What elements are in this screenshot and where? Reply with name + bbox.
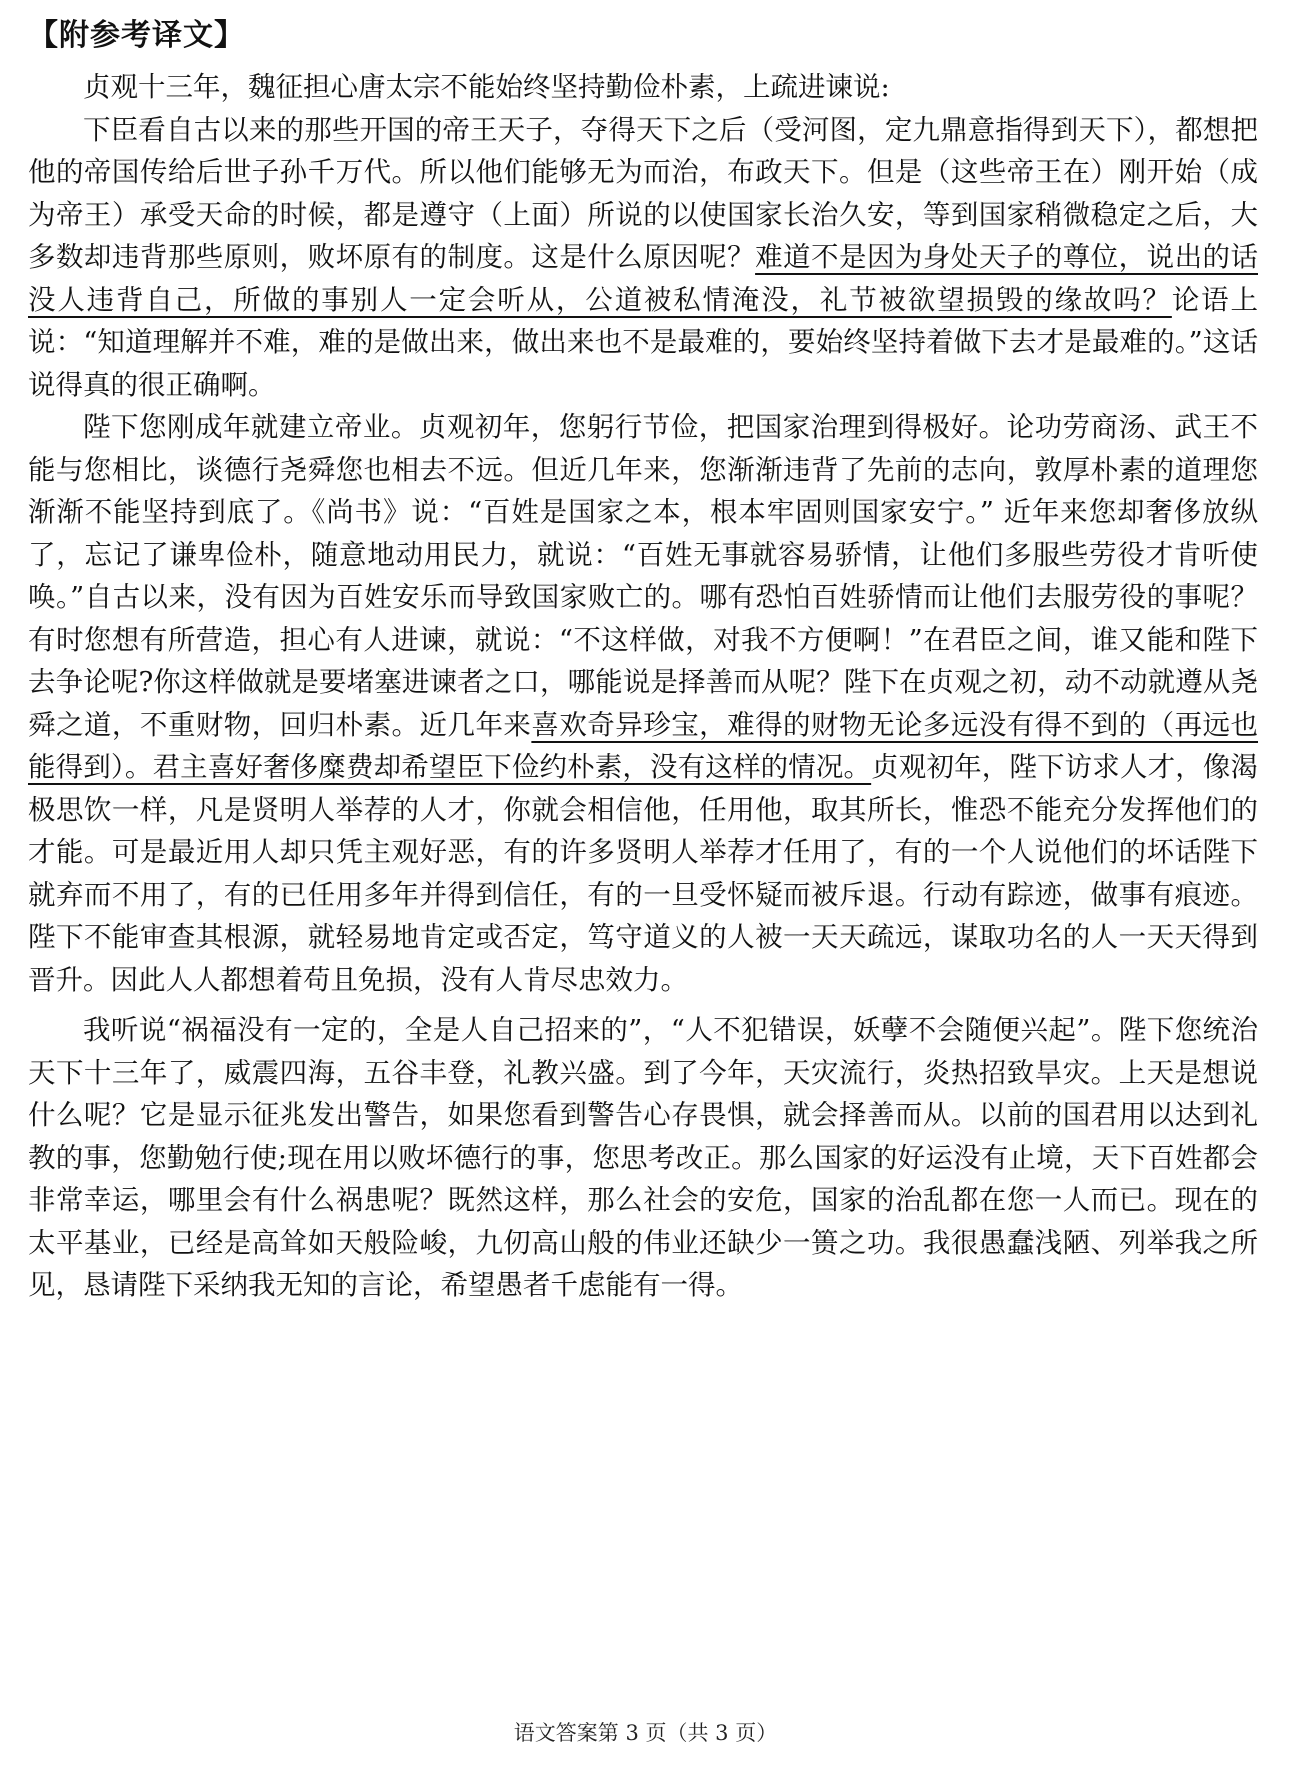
text-segment: 下臣看自古以来的那些开国的帝王天子，夺得天下之后（受河图，定九鼎意指得到天下），都想把他的帝国传给后世子孙千万代。所以他们能够无为而治，布政天下。但是（这些帝王在）刚开始（成为帝王）承受天命的时候，都是遵守（上面）所说的以使国家长治久安，等到国家稍微稳定之后，大多数却违背那些原则，败坏原有的制度。这是什么原因呢？ (28, 113, 1258, 273)
text-segment: 贞观十三年，魏征担心唐太宗不能始终坚持勤俭朴素，上疏进谏说: (83, 71, 890, 103)
paragraph-4 (28, 1009, 1258, 1307)
text-segment: 贞观初年，陛下访求人才，像渴极思饮一样，凡是贤明人举荐的人才，你就会相信他，任用他，取其所长，惟恐不能充分发挥他们的才能。可是最近用人却只凭主观好恶，有的许多贤明人举荐才任用了，有的一个人说他们的坏话陛下就弃而不用了，有的已任用多年并得到信任，有的一旦受怀疑而被斥退。行动有踪迹，做事有痕迹。陛下不能审查其根源，就轻易地肯定或否定，笃守道义的人被一天天疏远，谋取功名的人一天天得到晋升。因此人人都想着苟且免损，没有人肯尽忠效力。 (28, 751, 1259, 996)
paragraph-2 (28, 109, 1258, 407)
underlined-text-segment: 喜欢奇异珍宝，难得的财物无论多远没有得不到的（再远也能得到）。君主喜好奢侈糜费却希望臣下俭约朴素，没有这样的情况。 (28, 708, 1259, 783)
paragraph-3 (28, 406, 1258, 1001)
page-footer: 语文答案第 3 页（共 3 页） (513, 1721, 778, 1745)
underlined-text-segment: 难道不是因为身处天子的尊位，说出的话没人违背自己，所做的事别人一定会听从，公道被私情淹没，礼节被欲望损毁的缘故吗？ (28, 241, 1258, 316)
translation-body (28, 66, 1258, 1307)
text-segment: 陛下您刚成年就建立帝业。贞观初年，您躬行节俭，把国家治理到得极好。论功劳商汤、武王不能与您相比，谈德行尧舜您也相去不远。但近几年来，您渐渐违背了先前的志向，敦厚朴素的道理您渐渐不能坚持到底了。《尚书》说：“百姓是国家之本，根本牢固则国家安宁。” 近年来您却奢侈放纵了，忘记了谦卑俭朴，随意地动用民力，就说：“百姓无事就容易骄情，让他们多服些劳役才肯听使唤。”自古以来，没有因为百姓安乐而导致国家败亡的。哪有恐怕百姓骄情而让他们去服劳役的事呢？有时您想有所营造，担心有人进谏，就说：“不这样做，对我不方便啊！”在君臣之间，谁又能和陛下去争论呢?你这样做就是要堵塞进谏者之口，哪能说是择善而从呢？陛下在贞观之初，动不动就遵从尧舜之道，不重财物，回归朴素。近几年来 (28, 411, 1258, 741)
text-segment: 我听说“祸福没有一定的，全是人自己招来的”，“人不犯错误，妖孽不会随便兴起”。陛下您统治天下十三年了，威震四海，五谷丰登，礼教兴盛。到了今年，天灾流行，炎热招致旱灾。上天是想说什么呢？它是显示征兆发出警告，如果您看到警告心存畏惧，就会择善而从。以前的国君用以达到礼教的事，您勤勉行使;现在用以败坏德行的事，您思考改正。那么国家的好运没有止境，天下百姓都会非常幸运，哪里会有什么祸患呢？既然这样，那么社会的安危，国家的治乱都在您一人而已。现在的太平基业，已经是高耸如天般险峻，九仞高山般的伟业还缺少一篑之功。我很愚蠢浅陋、列举我之所见，恳请陛下采纳我无知的言论，希望愚者千虑能有一得。 (28, 1014, 1258, 1301)
text-segment: 论语上说：“知道理解并不难，难的是做出来，做出来也不是最难的，要始终坚持着做下去才是最难的。”这话说得真的很正确啊。 (28, 283, 1259, 401)
page-heading: 【附参考译文】 (28, 18, 245, 53)
paragraph-1 (28, 66, 1258, 109)
